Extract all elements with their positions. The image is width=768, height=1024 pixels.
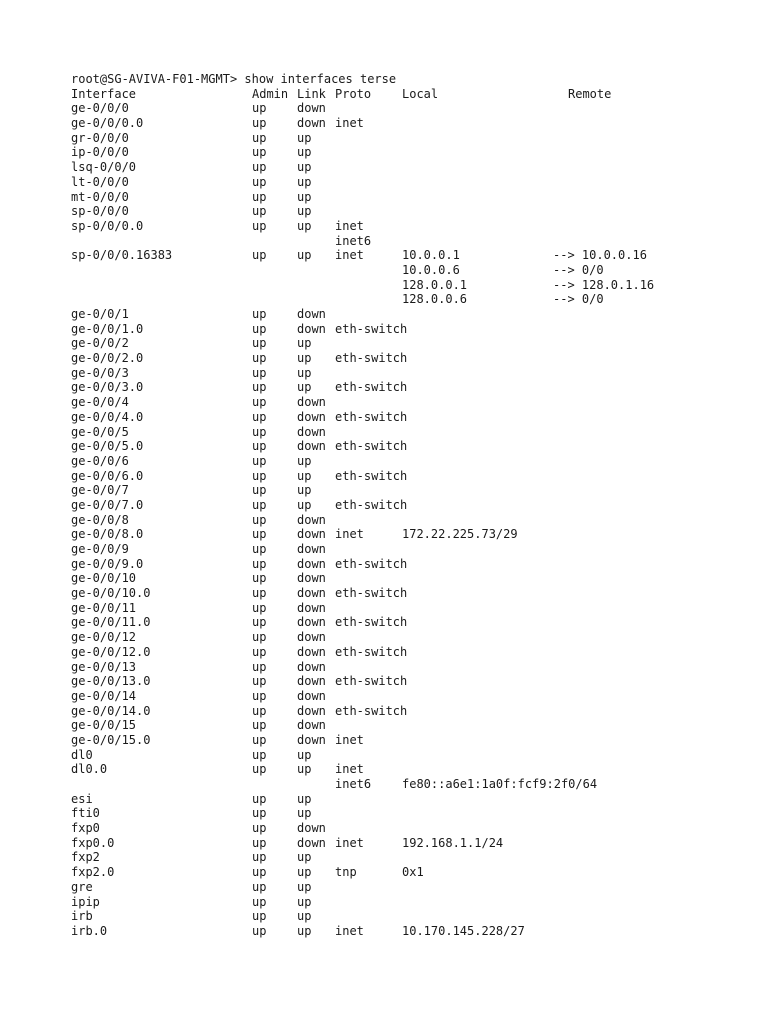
table-row: [71, 395, 326, 410]
cell-local-address: 10.0.0.1: [402, 248, 460, 263]
cell-link-status: up: [297, 865, 312, 880]
cell-admin-status: up: [252, 409, 267, 424]
cell-link-status: up: [297, 204, 312, 219]
cell-admin-status: up: [252, 674, 267, 689]
cell-interface: ge-0/0/2.0: [71, 351, 144, 366]
cell-interface: sp-0/0/0.16383: [71, 248, 173, 263]
cell-link-status: up: [297, 351, 312, 366]
cell-interface: ge-0/0/4: [71, 395, 129, 410]
cell-admin-status: up: [252, 850, 267, 865]
cell-protocol: eth-switch: [335, 321, 408, 336]
table-row: [71, 145, 312, 160]
table-row: [71, 571, 326, 586]
cell-link-status: down: [297, 542, 326, 556]
cell-link-status: up: [297, 453, 312, 468]
table-row: [71, 468, 408, 484]
cell-link-status: down: [297, 307, 326, 321]
cell-interface: sp-0/0/0.0: [71, 218, 144, 233]
table-row: [71, 688, 326, 704]
cell-admin-status: up: [252, 101, 267, 116]
cell-interface: ge-0/0/3.0: [71, 380, 144, 395]
cell-interface: ge-0/0/0.0: [71, 116, 144, 131]
cell-link-status: down: [297, 512, 326, 527]
cell-admin-status: up: [252, 556, 267, 571]
table-row: [71, 248, 647, 263]
cell-link-status: down: [297, 116, 326, 131]
cell-interface: gre: [71, 879, 93, 894]
cell-link-status: down: [297, 674, 326, 689]
table-row: [71, 262, 604, 278]
cell-link-status: up: [297, 791, 312, 806]
table-row: [71, 879, 312, 895]
cell-admin-status: up: [252, 218, 267, 233]
cell-admin-status: up: [252, 483, 267, 498]
table-row: [71, 556, 408, 572]
cell-interface: ge-0/0/2: [71, 336, 129, 351]
table-row: [71, 101, 326, 116]
cell-admin-status: up: [252, 424, 267, 439]
table-row: [71, 894, 312, 910]
cell-local-address: 10.0.0.6: [402, 262, 460, 277]
cell-protocol: eth-switch: [335, 468, 408, 483]
cell-link-status: down: [297, 586, 326, 601]
table-row: [71, 718, 326, 733]
table-row: [71, 527, 518, 542]
table-row: [71, 659, 326, 675]
cell-interface: ge-0/0/4.0: [71, 409, 144, 424]
cell-link-status: up: [297, 218, 312, 233]
cell-link-status: up: [297, 336, 312, 351]
cell-interface: lsq-0/0/0: [71, 160, 137, 175]
cell-admin-status: up: [252, 791, 267, 806]
cell-protocol: tnp: [335, 865, 357, 880]
cell-interface: fxp2: [71, 850, 100, 865]
cell-interface: ge-0/0/15.0: [71, 732, 151, 747]
cell-link-status: up: [297, 747, 312, 762]
cell-admin-status: up: [252, 527, 267, 542]
cell-link-status: down: [297, 527, 326, 542]
table-row: [71, 189, 312, 205]
cell-interface: ge-0/0/1: [71, 307, 129, 321]
table-row: [71, 424, 326, 440]
cell-interface: dl0: [71, 747, 93, 762]
table-header: [71, 86, 612, 102]
cell-link-status: up: [297, 762, 312, 777]
cell-protocol: inet: [335, 835, 364, 850]
cell-interface: ge-0/0/5: [71, 424, 129, 439]
cell-interface: ge-0/0/11.0: [71, 615, 151, 630]
cli-output: [71, 72, 655, 939]
cell-remote-address: --> 10.0.0.16: [553, 248, 647, 263]
cell-interface: ge-0/0/13: [71, 659, 137, 674]
table-row: [71, 806, 312, 821]
cell-link-status: up: [297, 189, 312, 204]
table-row: [71, 703, 408, 719]
cell-admin-status: up: [252, 806, 267, 821]
cell-local-address: 172.22.225.73/29: [402, 527, 518, 542]
cell-local-address: 0x1: [402, 865, 424, 880]
cell-admin-status: up: [252, 365, 267, 380]
cell-protocol: inet: [335, 527, 364, 542]
cell-admin-status: up: [252, 821, 267, 836]
table-row: [71, 747, 312, 763]
cell-interface: ge-0/0/13.0: [71, 674, 151, 689]
table-row: [71, 600, 326, 616]
cell-link-status: up: [297, 806, 312, 821]
cell-admin-status: up: [252, 174, 267, 189]
cell-admin-status: up: [252, 688, 267, 703]
cell-interface: ge-0/0/10: [71, 571, 137, 586]
header-remote: Remote: [568, 86, 612, 101]
cell-link-status: down: [297, 571, 326, 586]
table-row: [71, 307, 326, 322]
cell-link-status: up: [297, 145, 312, 160]
cell-admin-status: up: [252, 762, 267, 777]
cell-admin-status: up: [252, 380, 267, 395]
cell-interface: ge-0/0/0: [71, 101, 129, 116]
cell-link-status: down: [297, 600, 326, 615]
cell-local-address: 128.0.0.1: [402, 277, 468, 292]
table-row: [71, 644, 408, 660]
cell-interface: ge-0/0/9: [71, 542, 129, 556]
cell-link-status: up: [297, 497, 312, 512]
cell-interface: ge-0/0/12: [71, 630, 137, 645]
cell-link-status: down: [297, 703, 326, 718]
cell-local-address: fe80::a6e1:1a0f:fcf9:2f0/64: [402, 777, 598, 791]
cell-protocol: inet6: [335, 233, 372, 248]
cell-admin-status: up: [252, 145, 267, 160]
command-prompt-line: [71, 72, 397, 87]
cell-link-status: down: [297, 688, 326, 703]
cell-link-status: down: [297, 718, 326, 733]
cell-interface: ge-0/0/12.0: [71, 644, 151, 659]
cell-link-status: down: [297, 821, 326, 836]
cell-interface: dl0.0: [71, 762, 108, 777]
cell-protocol: inet: [335, 248, 364, 263]
cell-interface: ge-0/0/8: [71, 512, 129, 527]
table-row: [71, 336, 312, 351]
cell-admin-status: up: [252, 865, 267, 880]
table-row: [71, 732, 364, 748]
cell-protocol: eth-switch: [335, 615, 408, 630]
cell-link-status: up: [297, 850, 312, 865]
table-row: [71, 909, 312, 924]
cell-link-status: down: [297, 101, 326, 116]
cell-admin-status: up: [252, 732, 267, 747]
cell-admin-status: up: [252, 439, 267, 454]
cell-link-status: down: [297, 321, 326, 336]
cell-interface: fti0: [71, 806, 100, 821]
table-row: [71, 233, 372, 249]
cell-interface: sp-0/0/0: [71, 204, 129, 219]
table-row: [71, 483, 312, 498]
cell-admin-status: up: [252, 615, 267, 630]
cell-interface: ge-0/0/9.0: [71, 556, 144, 571]
cell-link-status: down: [297, 439, 326, 454]
table-row: [71, 218, 364, 234]
cell-admin-status: up: [252, 248, 267, 263]
table-row: [71, 835, 504, 851]
cell-admin-status: up: [252, 351, 267, 366]
cell-link-status: up: [297, 130, 312, 145]
cell-link-status: down: [297, 630, 326, 645]
table-row: [71, 160, 312, 175]
cell-interface: fxp2.0: [71, 865, 115, 880]
interface-table: [71, 101, 655, 938]
table-row: [71, 777, 598, 792]
cell-local-address: 128.0.0.6: [402, 292, 468, 307]
cell-link-status: down: [297, 732, 326, 747]
cell-protocol: eth-switch: [335, 497, 408, 512]
cell-admin-status: up: [252, 600, 267, 615]
table-row: [71, 453, 312, 469]
cell-link-status: down: [297, 424, 326, 439]
header-link: Link: [297, 86, 326, 101]
cell-admin-status: up: [252, 703, 267, 718]
cell-interface: lt-0/0/0: [71, 174, 129, 189]
cell-admin-status: up: [252, 894, 267, 909]
cell-remote-address: --> 128.0.1.16: [553, 277, 655, 292]
cell-interface: ipip: [71, 894, 100, 909]
cell-interface: ge-0/0/15: [71, 718, 137, 733]
cell-admin-status: up: [252, 130, 267, 145]
command-prompt: root@SG-AVIVA-F01-MGMT> show interfaces terse: [71, 72, 397, 86]
cell-admin-status: up: [252, 468, 267, 483]
cell-admin-status: up: [252, 336, 267, 351]
cell-admin-status: up: [252, 747, 267, 762]
cell-admin-status: up: [252, 116, 267, 131]
cell-local-address: 192.168.1.1/24: [402, 835, 504, 850]
cell-interface: ge-0/0/5.0: [71, 439, 144, 454]
table-row: [71, 497, 408, 513]
header-admin: Admin: [252, 86, 289, 101]
cell-admin-status: up: [252, 718, 267, 733]
cell-link-status: down: [297, 644, 326, 659]
table-row: [71, 439, 408, 454]
cell-interface: ge-0/0/11: [71, 600, 137, 615]
cell-link-status: down: [297, 615, 326, 630]
table-row: [71, 409, 408, 425]
cell-protocol: eth-switch: [335, 351, 408, 366]
table-row: [71, 865, 424, 880]
cell-link-status: up: [297, 174, 312, 189]
cell-interface: fxp0.0: [71, 835, 115, 850]
table-row: [71, 130, 312, 146]
cell-remote-address: --> 0/0: [553, 292, 604, 307]
cell-admin-status: up: [252, 307, 267, 321]
cell-link-status: down: [297, 395, 326, 410]
cell-admin-status: up: [252, 160, 267, 175]
cell-admin-status: up: [252, 453, 267, 468]
cell-protocol: eth-switch: [335, 586, 408, 601]
table-row: [71, 586, 408, 601]
cell-interface: ge-0/0/10.0: [71, 586, 151, 601]
cell-admin-status: up: [252, 189, 267, 204]
cell-link-status: up: [297, 909, 312, 924]
cell-admin-status: up: [252, 923, 267, 938]
cell-interface: esi: [71, 791, 93, 806]
cell-link-status: up: [297, 380, 312, 395]
cell-link-status: up: [297, 160, 312, 175]
table-row: [71, 277, 655, 293]
cell-protocol: inet: [335, 116, 364, 131]
cell-protocol: inet6: [335, 777, 372, 791]
table-row: [71, 630, 326, 645]
cell-protocol: inet: [335, 762, 364, 777]
cell-protocol: eth-switch: [335, 380, 408, 395]
cell-admin-status: up: [252, 321, 267, 336]
cell-link-status: up: [297, 468, 312, 483]
table-row: [71, 923, 525, 939]
table-row: [71, 615, 408, 630]
cell-interface: ge-0/0/3: [71, 365, 129, 380]
header-proto: Proto: [335, 86, 372, 101]
cell-protocol: inet: [335, 923, 364, 938]
table-row: [71, 512, 326, 528]
table-row: [71, 204, 312, 219]
cell-admin-status: up: [252, 395, 267, 410]
cell-link-status: down: [297, 409, 326, 424]
cell-link-status: up: [297, 923, 312, 938]
cell-link-status: up: [297, 879, 312, 894]
cell-admin-status: up: [252, 586, 267, 601]
table-row: [71, 542, 326, 557]
cell-admin-status: up: [252, 497, 267, 512]
cell-admin-status: up: [252, 512, 267, 527]
cell-interface: irb.0: [71, 923, 108, 938]
cell-interface: ge-0/0/14.0: [71, 703, 151, 718]
cell-admin-status: up: [252, 204, 267, 219]
table-row: [71, 351, 408, 366]
table-row: [71, 762, 364, 777]
cell-admin-status: up: [252, 835, 267, 850]
cell-link-status: up: [297, 365, 312, 380]
cell-protocol: eth-switch: [335, 703, 408, 718]
cell-admin-status: up: [252, 644, 267, 659]
cell-protocol: inet: [335, 218, 364, 233]
cell-protocol: eth-switch: [335, 674, 408, 689]
cell-interface: ge-0/0/6: [71, 453, 129, 468]
cell-protocol: eth-switch: [335, 556, 408, 571]
cell-local-address: 10.170.145.228/27: [402, 923, 525, 938]
header-interface: Interface: [71, 86, 137, 101]
cell-link-status: down: [297, 659, 326, 674]
table-row: [71, 380, 408, 395]
cell-interface: ge-0/0/8.0: [71, 527, 144, 542]
cell-link-status: up: [297, 483, 312, 498]
cell-link-status: up: [297, 894, 312, 909]
cell-interface: ge-0/0/1.0: [71, 321, 144, 336]
cell-interface: ge-0/0/7: [71, 483, 129, 498]
cell-interface: gr-0/0/0: [71, 130, 129, 145]
cell-interface: ge-0/0/7.0: [71, 497, 144, 512]
header-local: Local: [402, 86, 439, 101]
cell-admin-status: up: [252, 909, 267, 924]
cell-remote-address: --> 0/0: [553, 262, 604, 277]
table-row: [71, 116, 364, 131]
table-row: [71, 850, 312, 865]
cell-link-status: down: [297, 556, 326, 571]
table-row: [71, 674, 408, 689]
cell-protocol: eth-switch: [335, 439, 408, 454]
cell-link-status: up: [297, 248, 312, 263]
cell-protocol: eth-switch: [335, 644, 408, 659]
cell-admin-status: up: [252, 542, 267, 556]
cell-admin-status: up: [252, 879, 267, 894]
table-row: [71, 365, 312, 381]
table-row: [71, 821, 326, 836]
table-row: [71, 791, 312, 807]
cell-interface: irb: [71, 909, 93, 924]
cell-admin-status: up: [252, 659, 267, 674]
cell-admin-status: up: [252, 571, 267, 586]
table-row: [71, 321, 408, 337]
cell-interface: ip-0/0/0: [71, 145, 129, 160]
cell-protocol: inet: [335, 732, 364, 747]
table-row: [71, 292, 604, 307]
cell-interface: mt-0/0/0: [71, 189, 129, 204]
cell-interface: fxp0: [71, 821, 100, 836]
table-row: [71, 174, 312, 190]
cell-interface: ge-0/0/14: [71, 688, 137, 703]
cell-admin-status: up: [252, 630, 267, 645]
cell-link-status: down: [297, 835, 326, 850]
cell-interface: ge-0/0/6.0: [71, 468, 144, 483]
cell-protocol: eth-switch: [335, 409, 408, 424]
